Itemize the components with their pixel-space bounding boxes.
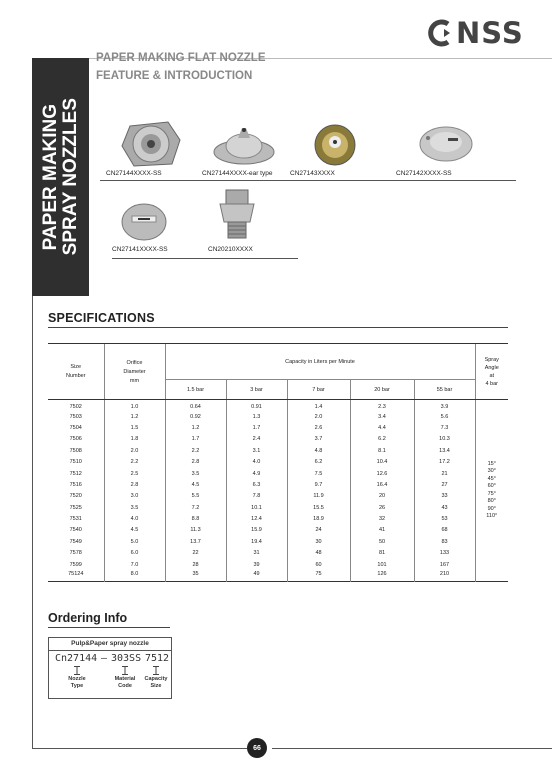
left-margin-rule bbox=[32, 296, 33, 748]
table-cell: 3.4 bbox=[350, 411, 414, 422]
spray-angle-value: 60° bbox=[487, 483, 496, 490]
label-nozzle-type: Nozzle Type bbox=[68, 676, 86, 689]
table-row bbox=[48, 445, 508, 456]
table-cell: 6.3 bbox=[226, 479, 287, 490]
table-row bbox=[48, 502, 508, 513]
table-cell: 75 bbox=[287, 570, 350, 581]
table-cell: 6.2 bbox=[350, 434, 414, 445]
table-cell: 101 bbox=[350, 559, 414, 570]
table-cell: 48 bbox=[287, 548, 350, 559]
spray-angle-value: 75° bbox=[487, 490, 496, 497]
table-cell: 4.8 bbox=[287, 445, 350, 456]
table-cell: 7540 bbox=[69, 527, 82, 534]
table-cell: 5.0 bbox=[104, 536, 165, 547]
table-cell: 1.8 bbox=[104, 434, 165, 445]
table-cell: 5.5 bbox=[165, 491, 226, 502]
logo-mark-icon bbox=[424, 18, 454, 48]
table-cell: 53 bbox=[414, 513, 475, 524]
table-cell: 2.4 bbox=[226, 434, 287, 445]
table-row bbox=[48, 525, 508, 536]
header-pressure: 7 bar bbox=[287, 380, 350, 400]
nozzle-hex-photo-icon bbox=[118, 118, 184, 170]
table-cell: 7599 bbox=[69, 561, 82, 568]
pointer-icon bbox=[152, 666, 160, 675]
table-cell: 26 bbox=[350, 502, 414, 513]
table-row bbox=[48, 536, 508, 547]
nozzle-threaded-photo-icon bbox=[214, 188, 260, 242]
table-cell: 133 bbox=[414, 548, 475, 559]
table-cell: 3.5 bbox=[165, 468, 226, 479]
header-size: Size Number bbox=[48, 344, 104, 400]
table-cell: 50 bbox=[350, 536, 414, 547]
table-cell: 1.2 bbox=[104, 411, 165, 422]
table-cell: 43 bbox=[414, 502, 475, 513]
table-cell: 10.3 bbox=[414, 434, 475, 445]
table-cell: 1.7 bbox=[226, 422, 287, 433]
spray-angle-value: 110° bbox=[486, 513, 498, 520]
product-label: CN27142XXXX-SS bbox=[396, 170, 452, 177]
table-cell: 68 bbox=[414, 525, 475, 536]
table-cell: 33 bbox=[414, 491, 475, 502]
table-row bbox=[48, 548, 508, 559]
header-orifice: Orifice Diameter mm bbox=[104, 344, 165, 400]
table-cell: 3.1 bbox=[226, 445, 287, 456]
footer-rule-right bbox=[272, 748, 552, 749]
table-cell: 4.0 bbox=[104, 513, 165, 524]
table-cell: 7510 bbox=[69, 459, 82, 466]
table-cell: 3.9 bbox=[414, 400, 475, 411]
table-cell: 7512 bbox=[69, 470, 82, 477]
header-capacity: Capacity in Liters per Minute bbox=[165, 344, 475, 380]
product-label: CN27143XXXX bbox=[290, 170, 335, 177]
table-cell: 2.2 bbox=[165, 445, 226, 456]
table-cell: 2.0 bbox=[287, 411, 350, 422]
caption-rule-1 bbox=[100, 180, 516, 181]
spray-angle-cell bbox=[475, 400, 508, 582]
table-cell: 30 bbox=[287, 536, 350, 547]
spray-angle-value: 15° bbox=[487, 460, 496, 467]
product-label: CN27144XXXX-ear type bbox=[202, 170, 273, 177]
table-cell: 4.0 bbox=[226, 456, 287, 467]
table-cell: 9.7 bbox=[287, 479, 350, 490]
table-cell: 5.6 bbox=[414, 411, 475, 422]
table-cell: 126 bbox=[350, 570, 414, 581]
table-cell: 13.4 bbox=[414, 445, 475, 456]
table-cell: 7525 bbox=[69, 504, 82, 511]
product-label: CN27141XXXX-SS bbox=[112, 246, 168, 253]
table-cell: 0.64 bbox=[165, 400, 226, 411]
table-row bbox=[48, 559, 508, 570]
table-cell: 7502 bbox=[69, 403, 82, 410]
ordering-rule bbox=[48, 627, 170, 628]
side-tab-line2: SPRAY NOZZLES bbox=[59, 98, 81, 256]
table-cell: 7.3 bbox=[414, 422, 475, 433]
nss-logo bbox=[424, 14, 550, 52]
code-nozzle-type: Cn27144 bbox=[55, 653, 98, 664]
table-cell: 4.5 bbox=[104, 525, 165, 536]
table-cell: 1.5 bbox=[104, 422, 165, 433]
table-cell: 39 bbox=[226, 559, 287, 570]
ordering-box bbox=[48, 637, 172, 699]
side-tab-line1: PAPER MAKING bbox=[39, 103, 61, 251]
table-cell: 6.0 bbox=[104, 548, 165, 559]
nozzle-slot-photo-icon bbox=[120, 200, 168, 242]
table-cell: 167 bbox=[414, 559, 475, 570]
header-angle: Spray Angle at 4 bar bbox=[475, 344, 508, 400]
table-cell: 83 bbox=[414, 536, 475, 547]
table-cell: 7.0 bbox=[104, 559, 165, 570]
table-cell: 2.8 bbox=[104, 479, 165, 490]
nozzle-brass-photo-icon bbox=[310, 122, 360, 168]
table-row bbox=[48, 513, 508, 524]
table-cell: 4.5 bbox=[165, 479, 226, 490]
specifications-rule bbox=[48, 327, 508, 328]
table-cell: 8.0 bbox=[104, 570, 165, 581]
header-pressure: 55 bar bbox=[414, 380, 475, 400]
spray-angle-value: 30° bbox=[487, 468, 496, 475]
label-material-code: Material Code bbox=[114, 676, 136, 689]
page-title: PAPER MAKING FLAT NOZZLE bbox=[96, 52, 266, 64]
table-row bbox=[48, 422, 508, 433]
table-cell: 13.7 bbox=[165, 536, 226, 547]
table-cell: 4.9 bbox=[226, 468, 287, 479]
table-cell: 3.7 bbox=[287, 434, 350, 445]
table-cell: 15.5 bbox=[287, 502, 350, 513]
table-row bbox=[48, 400, 508, 411]
table-cell: 41 bbox=[350, 525, 414, 536]
table-cell: 0.92 bbox=[165, 411, 226, 422]
table-row bbox=[48, 570, 508, 581]
table-cell: 10.1 bbox=[226, 502, 287, 513]
table-cell: 8.8 bbox=[165, 513, 226, 524]
product-label: CN27144XXXX-SS bbox=[106, 170, 162, 177]
table-cell: 7578 bbox=[69, 550, 82, 557]
table-cell: 210 bbox=[414, 570, 475, 581]
label-capacity-size: Capacity Size bbox=[144, 676, 168, 689]
product-label: CN20210XXXX bbox=[208, 246, 253, 253]
table-row bbox=[48, 434, 508, 445]
table-cell: 27 bbox=[414, 479, 475, 490]
table-cell: 15.9 bbox=[226, 525, 287, 536]
header-pressure: 20 bar bbox=[350, 380, 414, 400]
table-cell: 7.2 bbox=[165, 502, 226, 513]
nozzle-ear-photo-icon bbox=[212, 124, 276, 166]
table-cell: 3.5 bbox=[104, 502, 165, 513]
code-capacity: 7512 bbox=[145, 653, 170, 664]
table-cell: 12.6 bbox=[350, 468, 414, 479]
table-cell: 1.4 bbox=[287, 400, 350, 411]
spray-angle-value: 80° bbox=[487, 498, 496, 505]
table-row bbox=[48, 456, 508, 467]
table-cell: 24 bbox=[287, 525, 350, 536]
specifications-table bbox=[48, 343, 508, 582]
table-cell: 7506 bbox=[69, 436, 82, 443]
table-cell: 31 bbox=[226, 548, 287, 559]
table-cell: 28 bbox=[165, 559, 226, 570]
table-cell: 21 bbox=[414, 468, 475, 479]
table-cell: 7531 bbox=[69, 516, 82, 523]
pointer-icon bbox=[73, 666, 81, 675]
table-cell: 11.3 bbox=[165, 525, 226, 536]
pointer-icon bbox=[121, 666, 129, 675]
table-cell: 11.9 bbox=[287, 491, 350, 502]
table-row bbox=[48, 468, 508, 479]
code-material: 303SS bbox=[111, 653, 142, 664]
table-cell: 0.91 bbox=[226, 400, 287, 411]
table-cell: 10.4 bbox=[350, 456, 414, 467]
table-row bbox=[48, 479, 508, 490]
spray-angle-value: 90° bbox=[487, 505, 496, 512]
ordering-title: Ordering Info bbox=[48, 611, 128, 625]
table-cell: 18.9 bbox=[287, 513, 350, 524]
code-dash: – bbox=[101, 653, 108, 664]
table-cell: 7520 bbox=[69, 493, 82, 500]
table-cell: 22 bbox=[165, 548, 226, 559]
table-cell: 60 bbox=[287, 559, 350, 570]
caption-rule-2 bbox=[112, 258, 298, 259]
table-cell: 49 bbox=[226, 570, 287, 581]
table-cell: 8.1 bbox=[350, 445, 414, 456]
table-cell: 1.7 bbox=[165, 434, 226, 445]
table-cell: 2.6 bbox=[287, 422, 350, 433]
table-cell: 6.2 bbox=[287, 456, 350, 467]
table-cell: 1.3 bbox=[226, 411, 287, 422]
table-cell: 2.5 bbox=[104, 468, 165, 479]
table-cell: 12.4 bbox=[226, 513, 287, 524]
header-pressure: 3 bar bbox=[226, 380, 287, 400]
table-row bbox=[48, 491, 508, 502]
table-cell: 7.8 bbox=[226, 491, 287, 502]
table-cell: 1.0 bbox=[104, 400, 165, 411]
table-cell: 2.2 bbox=[104, 456, 165, 467]
table-cell: 7.5 bbox=[287, 468, 350, 479]
table-cell: 7503 bbox=[69, 413, 82, 420]
table-cell: 1.2 bbox=[165, 422, 226, 433]
table-cell: 19.4 bbox=[226, 536, 287, 547]
table-cell: 75124 bbox=[68, 571, 84, 578]
table-cell: 17.2 bbox=[414, 456, 475, 467]
table-cell: 32 bbox=[350, 513, 414, 524]
table-cell: 81 bbox=[350, 548, 414, 559]
footer-rule-left bbox=[32, 748, 247, 749]
table-cell: 20 bbox=[350, 491, 414, 502]
table-row bbox=[48, 411, 508, 422]
table-cell: 7516 bbox=[69, 481, 82, 488]
specifications-title: SPECIFICATIONS bbox=[48, 311, 155, 325]
nozzle-flat-photo-icon bbox=[418, 124, 474, 164]
table-cell: 4.4 bbox=[350, 422, 414, 433]
brand-name: NSS bbox=[456, 16, 524, 50]
table-cell: 3.0 bbox=[104, 491, 165, 502]
table-cell: 7504 bbox=[69, 424, 82, 431]
ordering-box-title: Pulp&Paper spray nozzle bbox=[49, 638, 171, 651]
table-cell: 16.4 bbox=[350, 479, 414, 490]
page-subtitle: FEATURE & INTRODUCTION bbox=[96, 70, 253, 82]
table-cell: 2.0 bbox=[104, 445, 165, 456]
spray-angle-value: 45° bbox=[487, 475, 496, 482]
table-cell: 7508 bbox=[69, 447, 82, 454]
side-tab bbox=[32, 58, 89, 296]
table-cell: 2.8 bbox=[165, 456, 226, 467]
table-cell: 35 bbox=[165, 570, 226, 581]
table-cell: 2.3 bbox=[350, 400, 414, 411]
header-pressure: 1.5 bar bbox=[165, 380, 226, 400]
table-cell: 7549 bbox=[69, 538, 82, 545]
page-number: 66 bbox=[247, 738, 267, 758]
